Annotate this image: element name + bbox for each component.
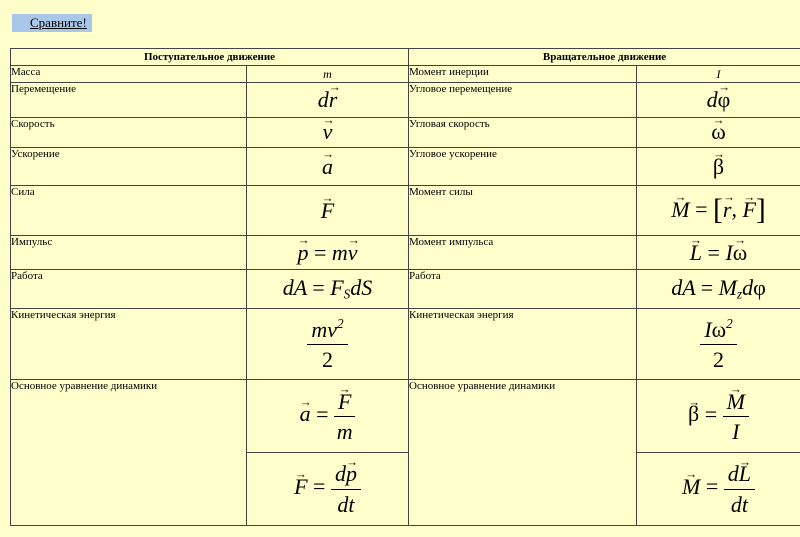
formula-rotational-newton-law: → β = → $\frac{M}{I}$ (637, 380, 800, 453)
formula-kinetic-energy: $\frac{mv^2}{2}$ (247, 308, 409, 380)
label-momentum: Импульс (11, 235, 247, 269)
formula-newton-second-law: → a = → $\frac{F}{m}$ (247, 380, 409, 453)
label-torque: Момент силы (409, 186, 637, 236)
label-kinetic-energy: Кинетическая энергия (11, 308, 247, 380)
formula-velocity: → v (247, 117, 409, 147)
formula-momentum: → p = m→ v (247, 235, 409, 269)
label-rotational-work: Работа (409, 270, 637, 308)
label-mass: Масса (11, 66, 247, 83)
label-angular-momentum: Момент импульса (409, 235, 637, 269)
formula-force: → F (247, 186, 409, 236)
formula-angular-momentum: → L = I→ ω (637, 235, 800, 269)
formula-angular-velocity: → ω (637, 117, 800, 147)
label-dynamics-equation: Основное уравнение динамики (11, 380, 247, 526)
formula-angular-acceleration: → β (637, 148, 800, 186)
label-rotational-dynamics-equation: Основное уравнение динамики (409, 380, 637, 526)
label-displacement: Перемещение (11, 83, 247, 117)
label-angular-acceleration: Угловое ускорение (409, 148, 637, 186)
formula-rotational-kinetic-energy: $\frac{I\omega^2}{2}$ (637, 308, 800, 380)
label-work: Работа (11, 270, 247, 308)
comparison-table (10, 48, 800, 526)
label-force: Сила (11, 186, 247, 236)
compare-heading[interactable]: Сравните! (30, 15, 87, 30)
header-translational: Поступательное движение (11, 49, 409, 66)
formula-angular-displacement: d→ φ (637, 83, 800, 117)
header-rotational: Вращательное движение (409, 49, 800, 66)
formula-moment-of-inertia: I (637, 66, 800, 83)
label-acceleration: Ускорение (11, 148, 247, 186)
formula-work: dA = $F_SdS$ (247, 270, 409, 308)
formula-force-momentum-derivative: → F = $\frac{d\to p}{dt}$ (247, 453, 409, 526)
compare-heading-box (12, 14, 92, 32)
formula-torque-angular-momentum-derivative: → M = $\frac{d\to L}{dt}$ (637, 453, 800, 526)
label-moment-of-inertia: Момент инерции (409, 66, 637, 83)
formula-mass: m (247, 66, 409, 83)
label-velocity: Скорость (11, 117, 247, 147)
formula-rotational-work: dA = $M_zd\varphi$ (637, 270, 800, 308)
formula-acceleration: → a (247, 148, 409, 186)
formula-displacement: d→ r (247, 83, 409, 117)
label-angular-velocity: Угловая скорость (409, 117, 637, 147)
label-angular-displacement: Угловое перемещение (409, 83, 637, 117)
label-rotational-kinetic-energy: Кинетическая энергия (409, 308, 637, 380)
formula-torque: → M = [→ r, → F] (637, 186, 800, 236)
